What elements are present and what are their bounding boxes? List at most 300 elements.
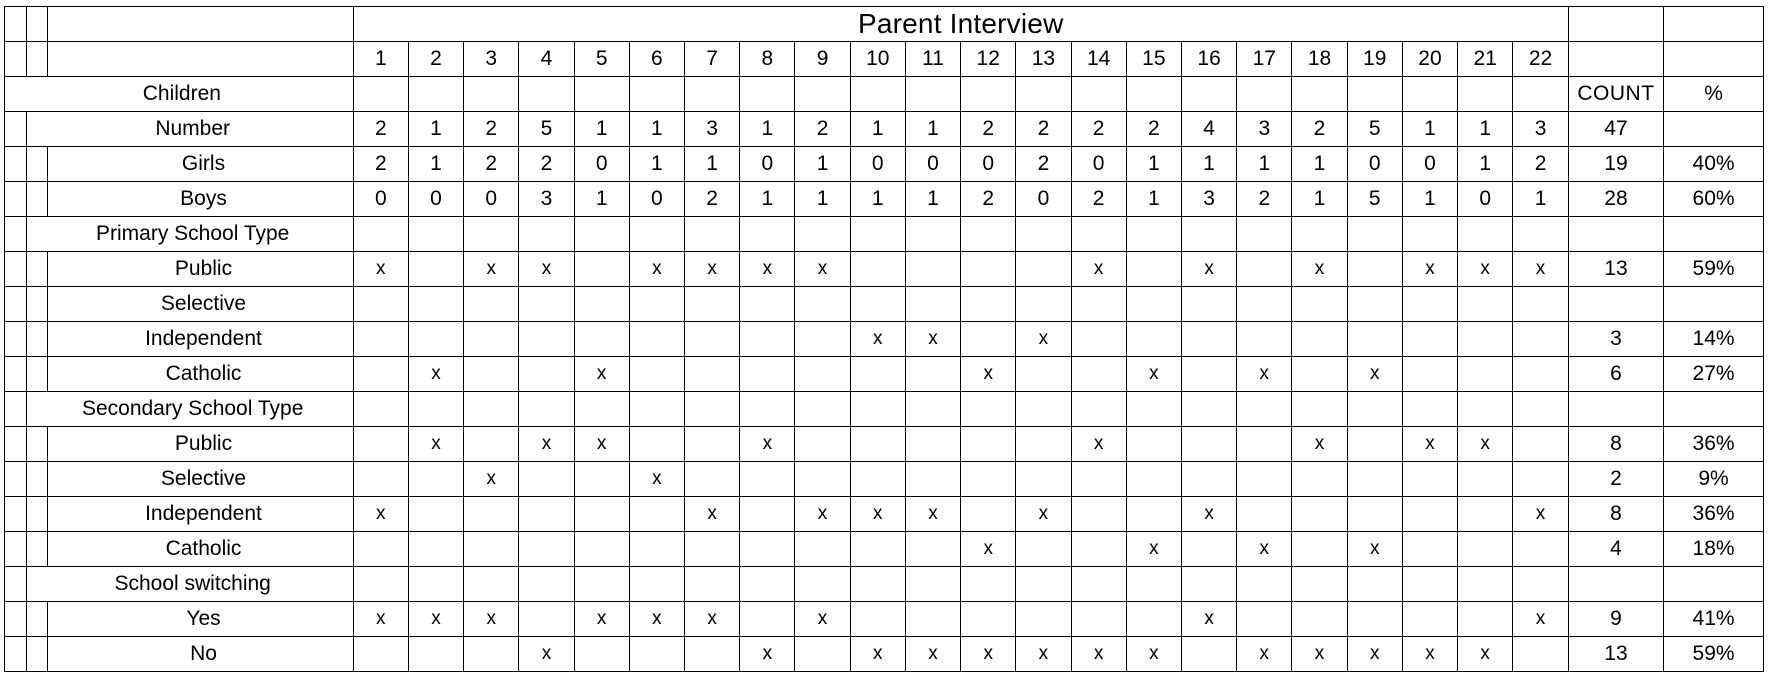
data-cell xyxy=(905,77,960,112)
data-cell: 1 xyxy=(850,182,905,217)
data-cell xyxy=(408,392,463,427)
data-cell: x xyxy=(1292,252,1347,287)
data-cell: 0 xyxy=(1402,147,1457,182)
data-cell: 0 xyxy=(905,147,960,182)
column-header-10: 10 xyxy=(850,42,905,77)
data-cell: 1 xyxy=(408,147,463,182)
data-cell: x xyxy=(408,602,463,637)
table-row xyxy=(5,322,1764,357)
data-cell xyxy=(850,252,905,287)
data-cell xyxy=(795,567,850,602)
data-cell xyxy=(353,567,408,602)
row-label: Catholic xyxy=(48,357,353,392)
data-cell xyxy=(850,427,905,462)
data-cell: x xyxy=(685,602,740,637)
percent-cell: 18% xyxy=(1664,532,1764,567)
data-cell xyxy=(1513,532,1569,567)
data-cell xyxy=(1347,602,1402,637)
data-cell: 5 xyxy=(1347,182,1402,217)
table-row xyxy=(5,462,1764,497)
data-cell xyxy=(740,532,795,567)
data-cell xyxy=(1513,637,1569,672)
table-row xyxy=(5,77,1764,112)
data-cell xyxy=(464,77,519,112)
data-cell: 0 xyxy=(1347,147,1402,182)
data-cell: x xyxy=(1458,252,1513,287)
percent-cell xyxy=(1664,112,1764,147)
row-gutter-cell xyxy=(5,322,27,357)
data-cell xyxy=(1181,217,1236,252)
data-cell xyxy=(1292,357,1347,392)
data-cell xyxy=(795,287,850,322)
row-gutter-cell xyxy=(26,462,48,497)
data-cell: 0 xyxy=(961,147,1016,182)
row-label: Yes xyxy=(48,602,353,637)
data-cell: x xyxy=(685,252,740,287)
data-cell xyxy=(1126,252,1181,287)
data-cell: x xyxy=(353,602,408,637)
data-cell xyxy=(1458,567,1513,602)
data-cell: 2 xyxy=(464,147,519,182)
row-gutter-cell xyxy=(5,147,27,182)
data-cell: 1 xyxy=(795,182,850,217)
percent-cell xyxy=(1664,287,1764,322)
data-cell xyxy=(408,637,463,672)
column-header-13: 13 xyxy=(1016,42,1071,77)
data-cell xyxy=(1237,322,1292,357)
data-cell xyxy=(1181,532,1236,567)
row-gutter-cell xyxy=(26,532,48,567)
data-cell xyxy=(961,287,1016,322)
data-cell xyxy=(685,637,740,672)
data-cell xyxy=(353,462,408,497)
data-cell xyxy=(519,77,574,112)
data-cell xyxy=(408,567,463,602)
data-cell xyxy=(1237,567,1292,602)
data-cell xyxy=(850,357,905,392)
data-cell xyxy=(1292,77,1347,112)
count-cell: 4 xyxy=(1568,532,1663,567)
data-cell xyxy=(740,497,795,532)
data-cell xyxy=(574,637,629,672)
data-cell xyxy=(1237,427,1292,462)
data-cell xyxy=(519,567,574,602)
data-cell xyxy=(685,567,740,602)
data-cell: 0 xyxy=(740,147,795,182)
data-cell xyxy=(353,532,408,567)
data-cell: 3 xyxy=(1181,182,1236,217)
data-cell: x xyxy=(795,252,850,287)
data-cell: 1 xyxy=(1292,182,1347,217)
data-cell xyxy=(850,287,905,322)
data-cell xyxy=(1402,567,1457,602)
corner-cell xyxy=(1568,42,1663,77)
data-cell xyxy=(519,322,574,357)
data-cell xyxy=(519,497,574,532)
data-cell xyxy=(961,217,1016,252)
data-cell xyxy=(795,462,850,497)
data-cell: 3 xyxy=(1237,112,1292,147)
data-cell: x xyxy=(464,602,519,637)
data-cell xyxy=(1071,77,1126,112)
data-cell xyxy=(1126,497,1181,532)
data-cell xyxy=(1126,427,1181,462)
title-row xyxy=(5,7,1764,42)
data-cell xyxy=(1126,602,1181,637)
data-cell xyxy=(1071,287,1126,322)
data-cell: 1 xyxy=(1126,182,1181,217)
column-header-16: 16 xyxy=(1181,42,1236,77)
column-header-row xyxy=(5,42,1764,77)
data-cell xyxy=(1402,287,1457,322)
table-row xyxy=(5,497,1764,532)
row-gutter-cell xyxy=(5,637,27,672)
data-cell: x xyxy=(1513,252,1569,287)
data-cell: 0 xyxy=(1458,182,1513,217)
data-cell xyxy=(1126,217,1181,252)
data-cell xyxy=(1513,567,1569,602)
percent-cell xyxy=(1664,217,1764,252)
data-cell xyxy=(1292,532,1347,567)
column-header-18: 18 xyxy=(1292,42,1347,77)
data-cell: 1 xyxy=(1292,147,1347,182)
data-cell xyxy=(1237,392,1292,427)
data-cell xyxy=(1126,567,1181,602)
data-cell xyxy=(574,392,629,427)
data-cell xyxy=(740,77,795,112)
data-cell xyxy=(574,217,629,252)
data-cell xyxy=(1458,322,1513,357)
percent-cell: 60% xyxy=(1664,182,1764,217)
data-cell xyxy=(574,567,629,602)
data-cell: 1 xyxy=(850,112,905,147)
data-cell: 1 xyxy=(1458,112,1513,147)
data-cell xyxy=(905,567,960,602)
column-header-14: 14 xyxy=(1071,42,1126,77)
data-cell xyxy=(1513,357,1569,392)
data-cell xyxy=(629,322,684,357)
data-cell xyxy=(905,252,960,287)
data-cell xyxy=(740,287,795,322)
count-cell: 28 xyxy=(1568,182,1663,217)
data-cell xyxy=(795,357,850,392)
data-cell: x xyxy=(629,462,684,497)
data-cell xyxy=(408,532,463,567)
data-cell xyxy=(464,392,519,427)
count-cell: 3 xyxy=(1568,322,1663,357)
data-cell: 1 xyxy=(1402,112,1457,147)
data-cell: 2 xyxy=(519,147,574,182)
data-cell xyxy=(740,392,795,427)
data-cell: x xyxy=(905,322,960,357)
row-gutter-cell xyxy=(5,287,27,322)
column-header-19: 19 xyxy=(1347,42,1402,77)
parent-interview-table xyxy=(4,6,1764,672)
table-row xyxy=(5,112,1764,147)
data-cell xyxy=(1402,322,1457,357)
data-cell xyxy=(464,637,519,672)
data-cell: 1 xyxy=(740,182,795,217)
data-cell xyxy=(1292,217,1347,252)
column-header-3: 3 xyxy=(464,42,519,77)
data-cell: x xyxy=(1458,637,1513,672)
count-cell xyxy=(1568,217,1663,252)
data-cell: 0 xyxy=(353,182,408,217)
count-cell: 47 xyxy=(1568,112,1663,147)
row-gutter-cell xyxy=(26,427,48,462)
data-cell xyxy=(1458,532,1513,567)
data-cell: 5 xyxy=(1347,112,1402,147)
data-cell: 2 xyxy=(1071,182,1126,217)
row-gutter-cell xyxy=(5,602,27,637)
row-label: Independent xyxy=(48,497,353,532)
column-header-4: 4 xyxy=(519,42,574,77)
row-gutter-cell xyxy=(26,252,48,287)
data-cell: 1 xyxy=(574,182,629,217)
data-cell: x xyxy=(1347,532,1402,567)
data-cell xyxy=(1347,462,1402,497)
data-cell xyxy=(961,252,1016,287)
data-cell: 1 xyxy=(1513,182,1569,217)
row-label: Selective xyxy=(48,287,353,322)
data-cell xyxy=(1347,77,1402,112)
data-cell xyxy=(574,77,629,112)
row-gutter-cell xyxy=(26,357,48,392)
data-cell xyxy=(353,322,408,357)
data-cell xyxy=(464,532,519,567)
data-cell xyxy=(740,462,795,497)
data-cell: 2 xyxy=(353,147,408,182)
data-cell: x xyxy=(1402,427,1457,462)
table-row xyxy=(5,567,1764,602)
data-cell: 1 xyxy=(685,147,740,182)
data-cell xyxy=(795,77,850,112)
data-cell xyxy=(905,427,960,462)
data-cell xyxy=(629,287,684,322)
data-cell xyxy=(1237,602,1292,637)
data-cell xyxy=(685,462,740,497)
data-cell: x xyxy=(1237,357,1292,392)
data-cell xyxy=(905,357,960,392)
data-cell xyxy=(1347,497,1402,532)
data-cell xyxy=(850,532,905,567)
data-cell: x xyxy=(408,427,463,462)
count-cell xyxy=(1568,567,1663,602)
data-cell: 5 xyxy=(519,112,574,147)
data-cell: x xyxy=(353,252,408,287)
count-cell: 2 xyxy=(1568,462,1663,497)
data-cell xyxy=(1347,217,1402,252)
data-cell xyxy=(1347,567,1402,602)
count-cell: 13 xyxy=(1568,252,1663,287)
column-header-20: 20 xyxy=(1402,42,1457,77)
data-cell: x xyxy=(1292,637,1347,672)
percent-cell xyxy=(1664,567,1764,602)
data-cell xyxy=(353,357,408,392)
data-cell xyxy=(1181,322,1236,357)
data-cell xyxy=(1126,322,1181,357)
data-cell xyxy=(795,217,850,252)
data-cell: x xyxy=(1237,637,1292,672)
data-cell xyxy=(408,252,463,287)
table-row xyxy=(5,217,1764,252)
data-cell xyxy=(1071,217,1126,252)
row-gutter-cell xyxy=(5,497,27,532)
data-cell xyxy=(1513,392,1569,427)
data-cell xyxy=(1016,602,1071,637)
row-gutter-cell xyxy=(5,532,27,567)
data-cell xyxy=(1513,427,1569,462)
data-cell xyxy=(408,497,463,532)
data-cell xyxy=(464,217,519,252)
data-cell xyxy=(905,462,960,497)
data-cell xyxy=(1181,567,1236,602)
row-gutter-cell xyxy=(5,427,27,462)
row-label: Boys xyxy=(48,182,353,217)
corner-cell xyxy=(1664,42,1764,77)
data-cell xyxy=(629,77,684,112)
data-cell xyxy=(464,357,519,392)
data-cell xyxy=(1181,462,1236,497)
data-cell xyxy=(1237,217,1292,252)
row-gutter-cell xyxy=(5,252,27,287)
column-header-12: 12 xyxy=(961,42,1016,77)
row-gutter-cell xyxy=(5,567,27,602)
data-cell xyxy=(1016,357,1071,392)
table-row xyxy=(5,357,1764,392)
data-cell xyxy=(464,567,519,602)
table-row xyxy=(5,427,1764,462)
data-cell xyxy=(740,567,795,602)
data-cell: 1 xyxy=(408,112,463,147)
row-label: Public xyxy=(48,252,353,287)
data-cell: x xyxy=(850,497,905,532)
percent-cell: 27% xyxy=(1664,357,1764,392)
data-cell xyxy=(464,287,519,322)
data-cell xyxy=(1292,497,1347,532)
data-cell: x xyxy=(574,602,629,637)
data-cell xyxy=(464,427,519,462)
count-cell xyxy=(1568,287,1663,322)
data-cell xyxy=(1402,77,1457,112)
data-cell: x xyxy=(740,637,795,672)
column-header-9: 9 xyxy=(795,42,850,77)
data-cell: x xyxy=(1181,497,1236,532)
data-cell: x xyxy=(685,497,740,532)
data-cell: 2 xyxy=(1016,147,1071,182)
data-cell xyxy=(850,392,905,427)
data-cell xyxy=(1126,77,1181,112)
data-cell xyxy=(629,427,684,462)
corner-cell xyxy=(26,42,48,77)
data-cell xyxy=(629,637,684,672)
data-cell xyxy=(629,217,684,252)
row-gutter-cell xyxy=(26,182,48,217)
row-gutter-cell xyxy=(5,357,27,392)
corner-cell xyxy=(1568,7,1663,42)
data-cell: x xyxy=(464,462,519,497)
data-cell xyxy=(1458,497,1513,532)
percent-cell: 59% xyxy=(1664,252,1764,287)
data-cell: x xyxy=(1126,637,1181,672)
data-cell: x xyxy=(1513,602,1569,637)
data-cell: 1 xyxy=(795,147,850,182)
column-header-6: 6 xyxy=(629,42,684,77)
percent-cell: 36% xyxy=(1664,497,1764,532)
data-cell: 2 xyxy=(1071,112,1126,147)
data-cell: 0 xyxy=(1071,147,1126,182)
column-header-22: 22 xyxy=(1513,42,1569,77)
table-row xyxy=(5,147,1764,182)
data-cell: 1 xyxy=(574,112,629,147)
data-cell: x xyxy=(740,252,795,287)
data-cell xyxy=(1402,392,1457,427)
column-header-5: 5 xyxy=(574,42,629,77)
data-cell xyxy=(961,77,1016,112)
table-row xyxy=(5,602,1764,637)
data-cell: x xyxy=(1071,252,1126,287)
row-gutter-cell xyxy=(5,462,27,497)
data-cell xyxy=(519,392,574,427)
data-cell xyxy=(795,427,850,462)
row-gutter-cell xyxy=(26,287,48,322)
data-cell: 1 xyxy=(629,147,684,182)
data-cell: x xyxy=(1347,637,1402,672)
data-cell xyxy=(1402,602,1457,637)
data-cell: 3 xyxy=(1513,112,1569,147)
data-cell xyxy=(1347,287,1402,322)
data-cell xyxy=(685,287,740,322)
data-cell xyxy=(353,427,408,462)
data-cell: 2 xyxy=(685,182,740,217)
data-cell: x xyxy=(961,532,1016,567)
table-row xyxy=(5,392,1764,427)
data-cell xyxy=(574,497,629,532)
data-cell xyxy=(685,357,740,392)
data-cell xyxy=(685,427,740,462)
data-cell xyxy=(1237,252,1292,287)
data-cell xyxy=(1513,287,1569,322)
column-header-7: 7 xyxy=(685,42,740,77)
data-cell xyxy=(905,392,960,427)
data-cell: 2 xyxy=(961,112,1016,147)
data-cell xyxy=(740,217,795,252)
data-cell xyxy=(1458,357,1513,392)
percent-cell: 41% xyxy=(1664,602,1764,637)
data-cell: 1 xyxy=(1126,147,1181,182)
data-cell xyxy=(1402,532,1457,567)
data-cell xyxy=(1237,462,1292,497)
data-cell: x xyxy=(1292,427,1347,462)
data-cell: x xyxy=(1458,427,1513,462)
data-cell xyxy=(1402,217,1457,252)
corner-cell xyxy=(1664,7,1764,42)
data-cell xyxy=(1016,392,1071,427)
data-cell xyxy=(1402,462,1457,497)
row-gutter-cell xyxy=(5,392,27,427)
data-cell xyxy=(1292,602,1347,637)
data-cell: x xyxy=(1016,637,1071,672)
data-cell xyxy=(1458,392,1513,427)
data-cell xyxy=(1237,77,1292,112)
data-cell: x xyxy=(464,252,519,287)
row-gutter-cell xyxy=(26,147,48,182)
row-gutter-cell xyxy=(5,182,27,217)
data-cell: x xyxy=(629,602,684,637)
row-label: Independent xyxy=(48,322,353,357)
data-cell: x xyxy=(1347,357,1402,392)
data-cell xyxy=(519,357,574,392)
